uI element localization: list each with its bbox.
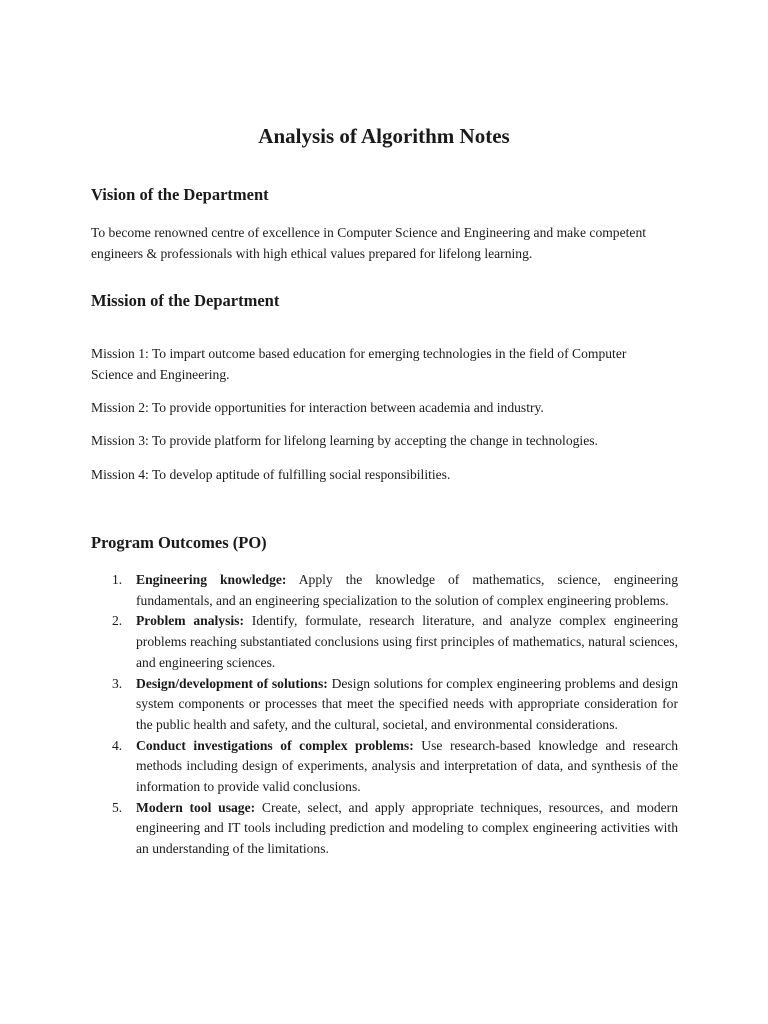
program-outcomes-heading: Program Outcomes (PO) xyxy=(91,533,267,552)
po-title: Engineering knowledge: xyxy=(136,572,287,587)
po-title: Design/development of solutions: xyxy=(136,675,328,691)
po-title: Conduct investigations of complex problems: xyxy=(136,737,414,753)
po-item-5 xyxy=(91,798,678,860)
po-item-1 xyxy=(91,570,678,611)
po-item-2 xyxy=(91,611,678,673)
po-number: 3. xyxy=(112,675,123,691)
mission-item-1: Mission 1: To impart outcome based education for emerging technologies in the field of Computer Science and Engineering. xyxy=(91,346,627,382)
po-item-3 xyxy=(91,674,678,736)
po-text: Identify, formulate, research literature, and analyze complex engineering problems reaching substantiated conclusions using first principles of mathematics, natural sciences, and engineering sciences. xyxy=(136,613,678,670)
po-number: 2. xyxy=(112,613,123,629)
po-text: Use research-based knowledge and research methods including design of experiments, analysis and interpretation of data, and synthesis of the information to provide valid conclusions. xyxy=(136,737,678,795)
vision-heading: Vision of the Department xyxy=(91,185,269,204)
mission-item-2: Mission 2: To provide opportunities for interaction between academia and industry. xyxy=(91,400,544,415)
po-item-4 xyxy=(91,736,678,798)
mission-item-3: Mission 3: To provide platform for lifelong learning by accepting the change in technologies. xyxy=(91,433,598,448)
po-number: 1. xyxy=(112,572,123,587)
mission-heading: Mission of the Department xyxy=(91,291,280,310)
vision-text: To become renowned centre of excellence in Computer Science and Engineering and make competent engineers & professionals with high ethical values prepared for lifelong learning. xyxy=(91,225,647,261)
document-title: Analysis of Algorithm Notes xyxy=(258,124,510,148)
po-number: 4. xyxy=(112,737,123,753)
po-text: Create, select, and apply appropriate techniques, resources, and modern engineering and IT tools including prediction and modeling to complex engineering activities with an understanding of the limitations. xyxy=(136,799,678,857)
po-number: 5. xyxy=(112,799,123,815)
mission-item-4: Mission 4: To develop aptitude of fulfilling social responsibilities. xyxy=(91,467,451,482)
program-outcomes-list xyxy=(91,570,678,860)
po-title: Modern tool usage: xyxy=(136,799,256,815)
po-title: Problem analysis: xyxy=(136,613,244,629)
po-text: Apply the knowledge of mathematics, science, engineering fundamentals, and an engineering specialization to the solution of complex engineering problems. xyxy=(136,572,678,608)
po-text: Design solutions for complex engineering problems and design system components or processes that meet the specified needs with appropriate consideration for the public health and safety, and the cultural, societal, and environmental considerations. xyxy=(136,675,678,732)
